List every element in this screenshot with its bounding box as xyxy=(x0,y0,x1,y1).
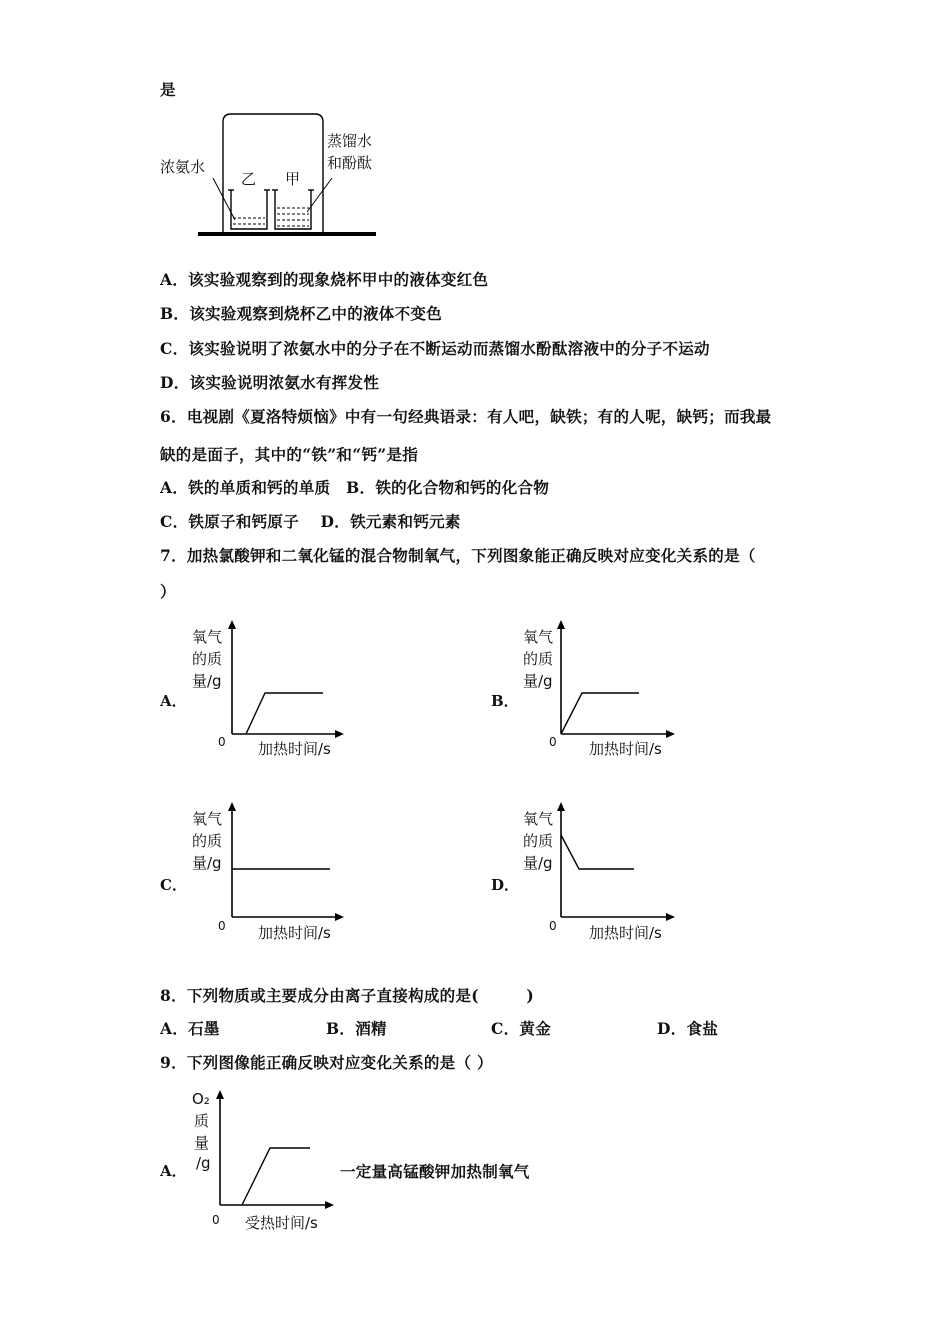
q8-stem: 8．下列物质或主要成分由离子直接构成的是( ) xyxy=(160,986,534,1005)
beaker-jia xyxy=(275,190,311,229)
base-plate xyxy=(198,232,376,236)
q7-graph-a xyxy=(190,618,360,763)
label-beaker-yi: 乙 xyxy=(241,170,257,188)
svg-text:量/g: 量/g xyxy=(523,672,553,690)
svg-text:氧气: 氧气 xyxy=(192,628,223,646)
q7-option-a-label: A． xyxy=(160,692,187,710)
svg-text:量/g: 量/g xyxy=(192,854,222,872)
q9-stem: 9．下列图像能正确反映对应变化关系的是（ ） xyxy=(160,1053,493,1072)
q6-options-row1: A．铁的单质和钙的单质 B．铁的化合物和钙的化合物 xyxy=(160,478,550,497)
q7-stem-line1: 7．加热氯酸钾和二氧化锰的混合物制氧气，下列图象能正确反映对应变化关系的是（ xyxy=(160,546,756,565)
q8-option-a: A．石墨 xyxy=(160,1019,220,1038)
svg-text:/g: /g xyxy=(196,1154,211,1172)
q6-options-row2: C．铁原子和钙原子 D．铁元素和钙元素 xyxy=(160,512,461,531)
q7-stem-line2: ） xyxy=(160,582,176,601)
svg-text:的质: 的质 xyxy=(192,650,223,668)
q7-graph-b xyxy=(521,618,691,763)
svg-text:受热时间/s: 受热时间/s xyxy=(245,1214,318,1232)
q5-option-c: C．该实验说明了浓氨水中的分子在不断运动而蒸馏水酚酞溶液中的分子不运动 xyxy=(160,339,710,358)
q7-graph-b-curve xyxy=(561,693,639,734)
q8-option-c: C．黄金 xyxy=(491,1019,552,1038)
label-distilled-water: 蒸馏水 xyxy=(327,132,373,150)
q7-option-b-label: B． xyxy=(491,692,519,710)
svg-text:量: 量 xyxy=(194,1134,210,1152)
svg-text:质: 质 xyxy=(194,1112,210,1130)
q9-option-a-label: A． xyxy=(160,1162,187,1180)
label-beaker-jia: 甲 xyxy=(285,170,301,188)
svg-text:的质: 的质 xyxy=(192,832,223,850)
q5-option-b: B．该实验观察到烧杯乙中的液体不变色 xyxy=(160,304,443,323)
svg-text:加热时间/s: 加热时间/s xyxy=(258,740,331,758)
q8-option-b: B．酒精 xyxy=(326,1019,387,1038)
svg-text:量/g: 量/g xyxy=(523,854,553,872)
svg-text:氧气: 氧气 xyxy=(523,810,554,828)
q6-stem-line2: 缺的是面子，其中的“铁”和“钙”是指 xyxy=(160,445,419,464)
q9-graph-a-curve xyxy=(242,1148,310,1205)
q7-graph-c xyxy=(190,800,360,945)
q5-apparatus-diagram xyxy=(155,108,395,243)
svg-text:加热时间/s: 加热时间/s xyxy=(589,924,662,942)
q9-option-a-description: 一定量高锰酸钾加热制氧气 xyxy=(340,1162,530,1181)
svg-text:O₂: O₂ xyxy=(192,1090,210,1108)
svg-text:0: 0 xyxy=(549,735,557,749)
q7-graph-a-curve xyxy=(246,693,323,734)
svg-text:加热时间/s: 加热时间/s xyxy=(258,924,331,942)
bell-jar xyxy=(223,114,323,233)
q7-option-d-label: D． xyxy=(491,876,520,894)
q5-stem-tail: 是 xyxy=(160,80,176,99)
beaker-yi xyxy=(231,190,267,229)
q7-graph-d-curve xyxy=(561,835,634,869)
q8-option-d: D．食盐 xyxy=(657,1019,719,1038)
label-phenolphthalein: 和酚酞 xyxy=(327,154,373,172)
label-ammonia: 浓氨水 xyxy=(160,158,206,176)
q7-option-c-label: C． xyxy=(160,876,187,894)
svg-text:0: 0 xyxy=(549,919,557,933)
q6-stem-line1: 6．电视剧《夏洛特烦恼》中有一句经典语录：有人吧，缺铁；有的人呢，缺钙；而我最 xyxy=(160,407,772,426)
svg-text:氧气: 氧气 xyxy=(192,810,223,828)
q9-graph-a xyxy=(190,1088,340,1238)
svg-text:0: 0 xyxy=(212,1213,220,1227)
svg-text:的质: 的质 xyxy=(523,650,554,668)
q5-option-a: A．该实验观察到的现象烧杯甲中的液体变红色 xyxy=(160,270,489,289)
q7-graph-d xyxy=(521,800,691,945)
svg-text:0: 0 xyxy=(218,919,226,933)
svg-text:量/g: 量/g xyxy=(192,672,222,690)
svg-text:加热时间/s: 加热时间/s xyxy=(589,740,662,758)
svg-text:氧气: 氧气 xyxy=(523,628,554,646)
q5-option-d: D．该实验说明浓氨水有挥发性 xyxy=(160,373,380,392)
svg-text:的质: 的质 xyxy=(523,832,554,850)
svg-text:0: 0 xyxy=(218,735,226,749)
